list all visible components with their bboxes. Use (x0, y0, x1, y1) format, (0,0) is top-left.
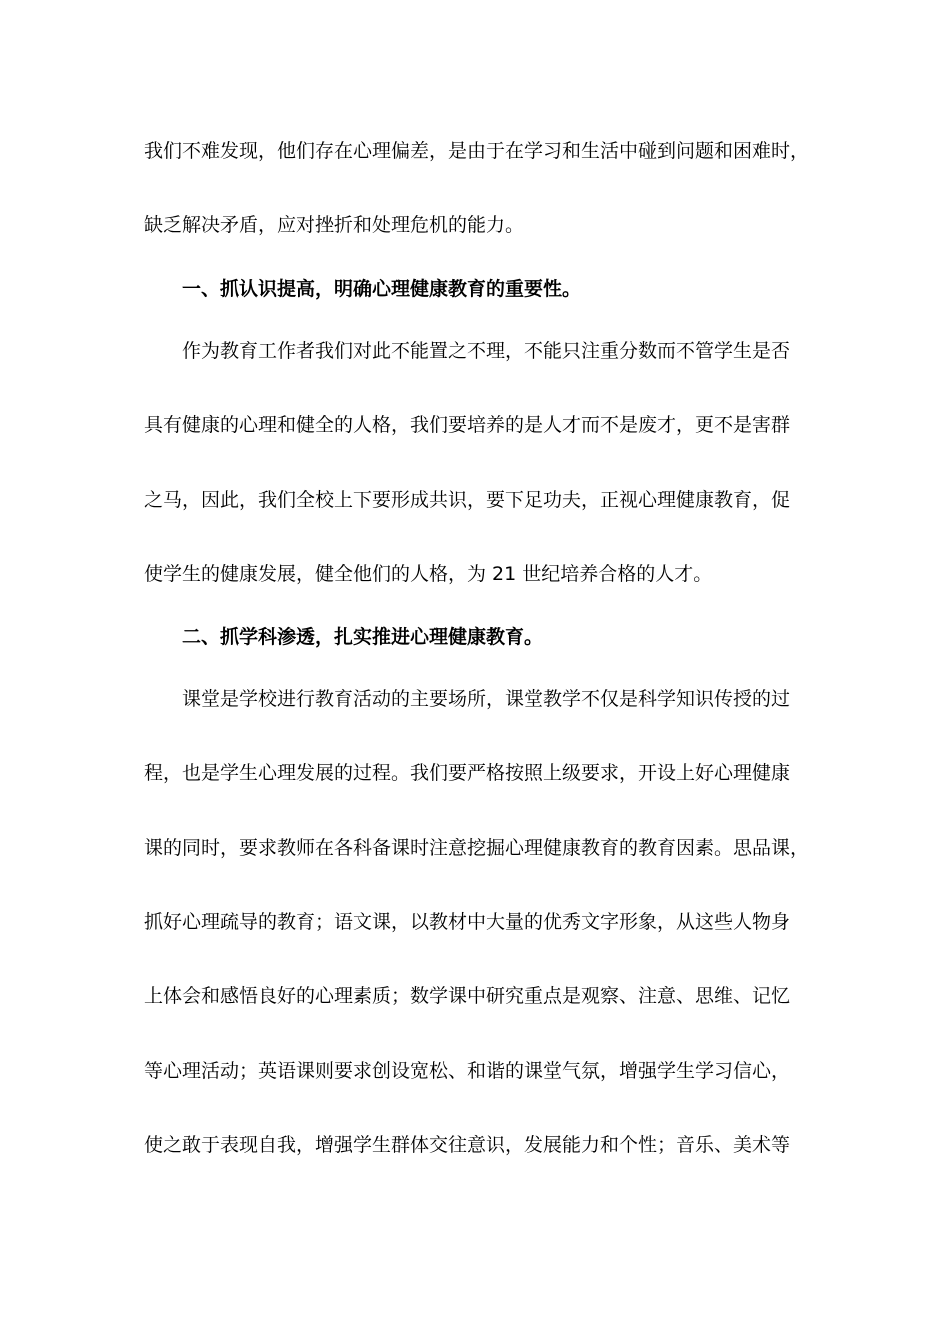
body-text-line: 具有健康的心理和健全的人格，我们要培养的是人才而不是废才，更不是害群 (144, 414, 791, 436)
body-text-line: 作为教育工作者我们对此不能置之不理，不能只注重分数而不管学生是否 (182, 340, 791, 362)
body-text-line: 抓好心理疏导的教育；语文课，以教材中大量的优秀文字形象，从这些人物身 (144, 911, 791, 933)
body-text-line: 课的同时，要求教师在各科备课时注意挖掘心理健康教育的教育因素。思品课， (144, 837, 810, 859)
body-text-line: 缺乏解决矛盾，应对挫折和处理危机的能力。 (144, 214, 525, 236)
body-text-line: 我们不难发现，他们存在心理偏差，是由于在学习和生活中碰到问题和困难时， (144, 140, 810, 162)
body-text-line: 等心理活动；英语课则要求创设宽松、和谐的课堂气氛，增强学生学习信心， (144, 1060, 791, 1082)
body-text-line: 上体会和感悟良好的心理素质；数学课中研究重点是观察、注意、思维、记忆 (144, 985, 791, 1007)
section-heading-2: 二、抓学科渗透，扎实推进心理健康教育。 (182, 626, 544, 648)
body-text-line: 之马，因此，我们全校上下要形成共识，要下足功夫，正视心理健康教育，促 (144, 489, 791, 511)
body-text-line: 程，也是学生心理发展的过程。我们要严格按照上级要求，开设上好心理健康 (144, 762, 791, 784)
section-heading-1: 一、抓认识提高，明确心理健康教育的重要性。 (182, 278, 582, 300)
body-text-line: 使之敢于表现自我，增强学生群体交往意识，发展能力和个性；音乐、美术等 (144, 1134, 791, 1156)
body-text-line: 使学生的健康发展，健全他们的人格，为 21 世纪培养合格的人才。 (144, 563, 713, 585)
body-text-line: 课堂是学校进行教育活动的主要场所，课堂教学不仅是科学知识传授的过 (182, 688, 791, 710)
